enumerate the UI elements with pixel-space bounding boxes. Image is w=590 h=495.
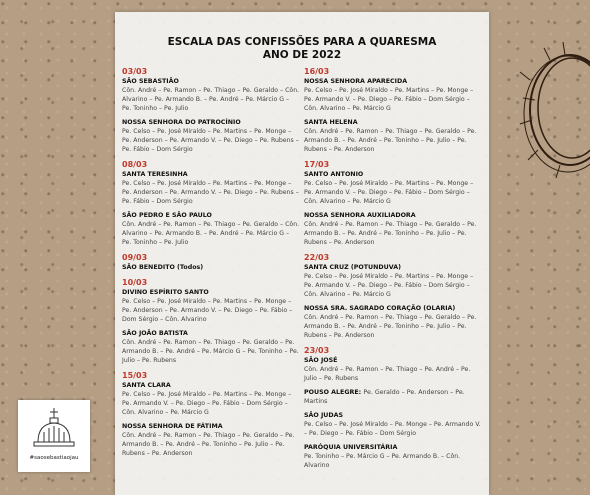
priest-list: Pe. Toninho – Pe. Márcio G – Pe. Armando B. – Côn. Alvarino [304, 453, 461, 469]
date-heading: 15/03 [122, 371, 148, 380]
schedule-sheet [115, 12, 489, 495]
church-label: POUSO ALEGRE: [304, 389, 362, 396]
priest-list: Côn. André – Pe. Ramon – Pe. Thiago – Pe. Geraldo – Côn. Alvarino – Pe. Armando B. – Pe. André – Pe. Márcio G – Pe. Toninho – Pe. Julio [122, 221, 300, 246]
church-name: SÃO JOÃO BATISTA [122, 330, 188, 337]
date-heading: 10/03 [122, 278, 148, 287]
church-name: SANTO ANTONIO [304, 171, 364, 178]
crown-of-thorns-image [490, 0, 590, 200]
priest-list: Côn. André – Pe. Ramon – Pe. Thiago – Pe. Geraldo – Côn. Alvarino – Pe. Armando B. – Pe. André – Pe. Márcio G – Pe. Toninho – Pe. Julio [122, 87, 300, 112]
church-name: SÃO PEDRO E SÃO PAULO [122, 212, 212, 219]
date-heading: 09/03 [122, 253, 148, 262]
title-line-1: ESCALA DAS CONFISSÕES PARA A QUARESMA [167, 36, 437, 48]
church-name: PARÓQUIA UNIVERSITÁRIA [304, 444, 398, 451]
church-name: NOSSA SENHORA APARECIDA [304, 78, 408, 85]
church-name: SANTA HELENA [304, 119, 358, 126]
date-heading: 22/03 [304, 253, 330, 262]
priest-list: Pe. Celso – Pe. José Miraldo – Pe. Martins – Pe. Monge – Pe. Anderson – Pe. Armando V. – Pe. Diego – Pe. Rubens – Pe. Fábio – Dom Sérgio [122, 128, 299, 153]
parish-logo [18, 400, 90, 472]
date-heading: 16/03 [304, 67, 330, 76]
church-name: SANTA TERESINHA [122, 171, 188, 178]
title-line-2: ANO DE 2022 [262, 49, 342, 61]
church-dome-icon [18, 404, 90, 456]
hashtag-text: #saosebastiaojau [29, 455, 79, 461]
priest-list: Pe. Celso – Pe. José Miraldo – Pe. Martins – Pe. Monge – Pe. Armando V. – Pe. Diego – Pe. Fábio – Dom Sérgio – Côn. Alvarino – Pe. Márcio G [122, 391, 292, 416]
priest-list: Côn. André – Pe. Ramon – Pe. Thiago – Pe. Geraldo – Pe. Armando B. – Pe. André – Pe. Toninho – Pe. Julio – Pe. Rubens – Pe. Anderson [304, 314, 477, 339]
church-name: SÃO JUDAS [304, 412, 344, 419]
priest-list: Pe. Celso – Pe. José Miraldo – Pe. Martins – Pe. Monge – Pe. Armando V. – Pe. Diego – Pe. Fábio – Dom Sérgio – Côn. Alvarino – Pe. Márcio G [304, 180, 474, 205]
church-name [304, 388, 482, 406]
church-name: SÃO SEBASTIÃO [122, 78, 179, 85]
priest-list: Côn. André – Pe. Ramon – Pe. Thiago – Pe. André – Pe. Julio – Pe. Rubens [304, 366, 471, 382]
date-heading: 03/03 [122, 67, 148, 76]
schedule-title [115, 36, 489, 62]
church-name: SÃO JOSÉ [304, 357, 338, 364]
date-heading: 23/03 [304, 346, 330, 355]
church-name: NOSSA SRA. SAGRADO CORAÇÃO (OLARIA) [304, 305, 456, 312]
date-heading: 17/03 [304, 160, 330, 169]
priest-list: Pe. Celso – Pe. José Miraldo – Pe. Martins – Pe. Monge – Pe. Armando V. – Pe. Diego – Pe. Fábio – Dom Sérgio – Côn. Alvarino – Pe. Márcio G [304, 273, 474, 298]
right-column [304, 67, 482, 470]
priest-list: Côn. André – Pe. Ramon – Pe. Thiago – Pe. Geraldo – Pe. Armando B. – Pe. André – Pe. Márcio G – Pe. Toninho – Pe. Julio – Pe. Rubens [122, 339, 299, 364]
church-name: NOSSA SENHORA DO PATROCÍNIO [122, 119, 241, 126]
priest-list: Pe. Geraldo – Pe. Anderson – Pe. Martins [304, 389, 465, 405]
priest-list: Côn. André – Pe. Ramon – Pe. Thiago – Pe. Geraldo – Pe. Armando B. – Pe. André – Pe. Toninho – Pe. Julio – Pe. Rubens – Pe. Anderson [304, 128, 477, 153]
priest-list: Pe. Celso – Pe. José Miraldo – Pe. Martins – Pe. Monge – Pe. Anderson – Pe. Armando V. – Pe. Diego – Pe. Rubens – Pe. Fábio – Dom Sérgio [122, 180, 299, 205]
priest-list: Pe. Celso – Pe. José Miraldo – Pe. Martins – Pe. Monge – Pe. Anderson – Pe. Armando V. – Pe. Diego – Pe. Fábio – Dom Sérgio – Côn. Alvarino [122, 298, 293, 323]
church-name: DIVINO ESPÍRITO SANTO [122, 289, 209, 296]
priest-list: Côn. André – Pe. Ramon – Pe. Thiago – Pe. Geraldo – Pe. Armando B. – Pe. André – Pe. Toninho – Pe. Julio – Pe. Rubens – Pe. Anderson [122, 432, 295, 457]
priest-list: Pe. Celso – Pe. José Miraldo – Pe. Monge – Pe. Armando V. – Pe. Diego – Pe. Fábio – Dom Sérgio [304, 421, 481, 437]
church-name: SANTA CRUZ (POTUNDUVA) [304, 264, 401, 271]
church-name: SÃO BENEDITO (Todos) [122, 264, 204, 271]
left-column [122, 67, 300, 458]
church-name: NOSSA SENHORA AUXILIADORA [304, 212, 416, 219]
priest-list: Côn. André – Pe. Ramon – Pe. Thiago – Pe. Geraldo – Pe. Armando B. – Pe. André – Pe. Toninho – Pe. Julio – Pe. Rubens – Pe. Anderson [304, 221, 477, 246]
priest-list: Pe. Celso – Pe. José Miraldo – Pe. Martins – Pe. Monge – Pe. Armando V. – Pe. Diego – Pe. Fábio – Dom Sérgio – Côn. Alvarino – Pe. Márcio G [304, 87, 474, 112]
church-name: SANTA CLARA [122, 382, 171, 389]
date-heading: 08/03 [122, 160, 148, 169]
church-name: NOSSA SENHORA DE FÁTIMA [122, 423, 223, 430]
